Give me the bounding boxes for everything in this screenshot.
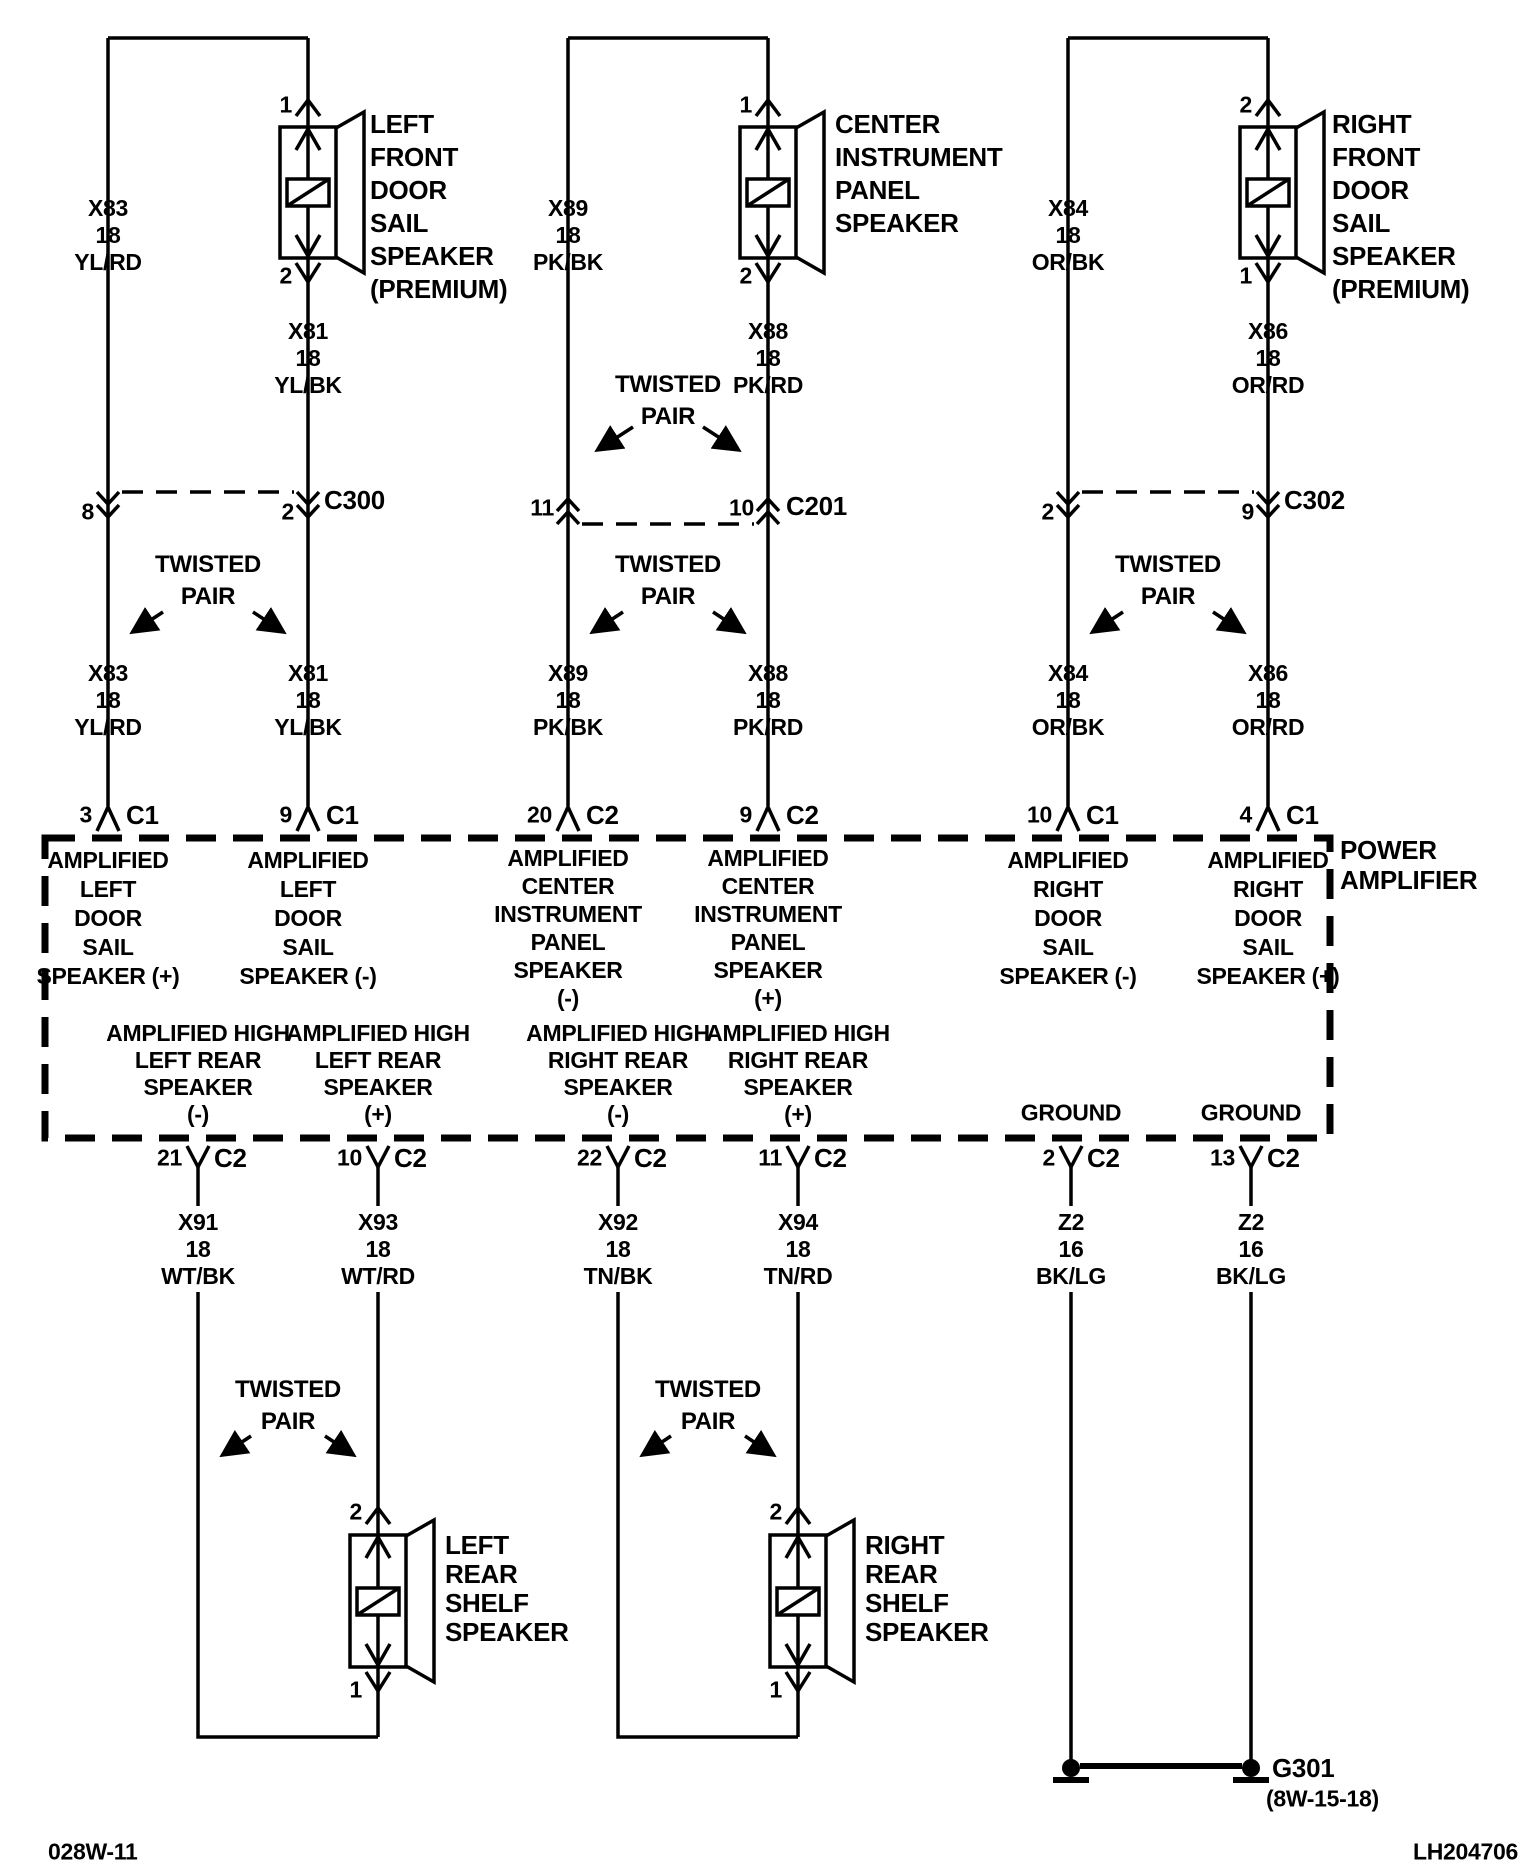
wire-color: PK/BK	[532, 249, 604, 275]
label-line: INSTRUMENT	[694, 901, 842, 927]
label-line: INSTRUMENT	[494, 901, 642, 927]
amp-cavity-label: C2	[214, 1143, 247, 1173]
wire-color: WT/BK	[161, 1263, 235, 1289]
wire-label-x91	[161, 1209, 235, 1290]
ground-reference: (8W-15-18)	[1266, 1785, 1379, 1812]
wire-label-x83-lower	[74, 660, 142, 741]
wire-label-x86-upper	[1232, 318, 1305, 399]
label-line: DOOR	[370, 175, 447, 205]
label-line: (+)	[364, 1101, 392, 1127]
label-line: PAIR	[1140, 583, 1196, 610]
wire-label-x88-upper	[733, 318, 803, 399]
label-line: TWISTED	[655, 1376, 761, 1403]
twisted-pair-label	[1115, 549, 1221, 613]
label-line: SAIL	[1242, 934, 1294, 960]
amp-function-label	[36, 846, 179, 991]
wire-label-x84-lower	[1032, 660, 1105, 741]
label-line: AMPLIFIED HIGH	[526, 1020, 710, 1046]
circuit-id: X84	[1047, 195, 1089, 221]
ground-dot	[1242, 1759, 1260, 1777]
amp-function-label	[526, 1020, 710, 1128]
label-line: SPEAKER (+)	[1196, 963, 1340, 989]
label-line: SPEAKER	[713, 957, 823, 983]
label-line: (+)	[754, 985, 782, 1011]
wire-label-x81-upper	[274, 318, 342, 399]
twisted-pair-label	[655, 1374, 761, 1438]
page-code: 028W-11	[48, 1838, 138, 1865]
wire-label-x89-upper	[533, 195, 603, 276]
amp-function-label	[706, 1020, 890, 1128]
amp-pin-number: 10	[1027, 801, 1052, 828]
ground-dot	[1062, 1759, 1080, 1777]
label-line: REAR	[865, 1559, 938, 1589]
label-line: AMPLIFIED	[247, 847, 369, 873]
label-line: (PREMIUM)	[370, 274, 508, 304]
label-line: (-)	[606, 1101, 630, 1127]
connector-pin-number: 8	[81, 498, 94, 525]
right-rear-shelf-speaker-label	[865, 1531, 989, 1647]
label-line: AMPLIFIED	[1007, 847, 1129, 873]
connector-id-c201: C201	[786, 491, 847, 521]
circuit-id: X89	[547, 195, 589, 221]
wire-color: OR/RD	[1231, 714, 1305, 740]
wire-gauge: 18	[605, 1236, 631, 1262]
label-line: (+)	[784, 1101, 812, 1127]
label-line: PANEL	[835, 175, 920, 205]
label-line: SAIL	[282, 934, 334, 960]
amp-pin-number: 9	[739, 801, 752, 828]
circuit-id: X94	[777, 1209, 819, 1235]
label-line: AMPLIFIER	[1340, 865, 1478, 895]
wire-color: BK/LG	[1215, 1263, 1287, 1289]
label-line: PAIR	[260, 1408, 316, 1435]
speaker-pin-number: 2	[1239, 91, 1252, 118]
right-front-door-sail-speaker-symbol	[1240, 100, 1324, 282]
speaker-cone	[796, 112, 824, 273]
wire-label-z2-left	[1036, 1209, 1106, 1290]
speaker-pin-number: 1	[769, 1676, 782, 1703]
wire-gauge: 18	[1255, 687, 1281, 713]
wire-gauge: 18	[365, 1236, 391, 1262]
label-line: AMPLIFIED	[507, 845, 629, 871]
label-line: SPEAKER	[513, 957, 623, 983]
wire-gauge: 18	[755, 687, 781, 713]
label-line: LEFT	[279, 876, 337, 902]
circuit-id: X89	[547, 660, 589, 686]
amp-pin-number: 21	[157, 1144, 182, 1171]
label-line: FRONT	[1332, 142, 1421, 172]
label-line: SPEAKER	[865, 1617, 989, 1647]
connector-id-c300: C300	[324, 485, 385, 515]
label-line: SPEAKER	[743, 1074, 853, 1100]
label-line: RIGHT	[1232, 876, 1304, 902]
connector-pin-number: 2	[1041, 498, 1054, 525]
amp-pin-number: 4	[1239, 801, 1252, 828]
wire-color: YL/RD	[74, 249, 142, 275]
twisted-pair-label	[235, 1374, 341, 1438]
wire-gauge: 18	[555, 222, 581, 248]
label-line: SHELF	[445, 1588, 529, 1618]
label-line: PAIR	[640, 583, 696, 610]
label-line: TWISTED	[155, 551, 261, 578]
amp-function-label	[239, 846, 376, 991]
label-line: AMPLIFIED HIGH	[106, 1020, 290, 1046]
right-front-door-sail-speaker-label	[1332, 108, 1469, 306]
circuit-id: Z2	[1057, 1209, 1085, 1235]
wire-label-z2-right	[1216, 1209, 1286, 1290]
speaker-pin-number: 2	[279, 262, 292, 289]
label-line: LEFT REAR	[134, 1047, 262, 1073]
label-line: TWISTED	[615, 551, 721, 578]
twisted-pair-label	[615, 369, 721, 433]
label-line: SPEAKER (-)	[999, 963, 1137, 989]
label-line: SPEAKER (+)	[36, 963, 180, 989]
label-line: RIGHT REAR	[727, 1047, 869, 1073]
amp-cavity-label: C2	[1267, 1143, 1300, 1173]
label-line: TWISTED	[1115, 551, 1221, 578]
wire-color: TN/BK	[583, 1263, 653, 1289]
label-line: PAIR	[180, 583, 236, 610]
twisted-pair-label	[615, 549, 721, 613]
wire-label-x84-upper	[1032, 195, 1105, 276]
connector-pin-number: 10	[729, 494, 754, 521]
amp-cavity-label: C1	[1286, 800, 1319, 830]
amp-pin-number: 20	[527, 801, 552, 828]
arrow	[745, 1436, 772, 1454]
circuit-id: X84	[1047, 660, 1089, 686]
label-line: SPEAKER	[835, 208, 959, 238]
amp-pin-number: 22	[577, 1144, 602, 1171]
wire-label-x94	[764, 1209, 833, 1290]
wire-color: PK/BK	[532, 714, 604, 740]
circuit-id: Z2	[1237, 1209, 1265, 1235]
amp-pin-number: 10	[337, 1144, 362, 1171]
label-line: LEFT	[79, 876, 137, 902]
speaker-pin-number: 1	[279, 91, 292, 118]
amp-cavity-label: C2	[786, 800, 819, 830]
amp-cavity-label: C1	[126, 800, 159, 830]
left-rear-shelf-speaker-label	[445, 1531, 569, 1647]
connector-id-c302: C302	[1284, 485, 1345, 515]
circuit-id: X83	[87, 660, 129, 686]
label-line: SPEAKER (-)	[239, 963, 377, 989]
circuit-id: X92	[597, 1209, 639, 1235]
label-line: RIGHT	[1332, 109, 1412, 139]
label-line: RIGHT REAR	[547, 1047, 689, 1073]
label-line: PANEL	[530, 929, 606, 955]
wire-color: OR/RD	[1231, 372, 1305, 398]
wire-color: BK/LG	[1035, 1263, 1107, 1289]
wire-label-x81-lower	[274, 660, 342, 741]
speaker-cone	[1296, 112, 1324, 273]
amp-pin-number: 2	[1042, 1144, 1055, 1171]
label-line: LEFT REAR	[314, 1047, 442, 1073]
speaker-cone	[336, 112, 364, 273]
label-line: SPEAKER	[323, 1074, 433, 1100]
label-line: PAIR	[640, 403, 696, 430]
arrow	[1213, 612, 1242, 631]
label-line: DOOR	[1332, 175, 1409, 205]
speaker-pin-number: 2	[349, 1498, 362, 1525]
speaker-cone	[406, 1520, 434, 1682]
amp-cavity-label: C2	[1087, 1143, 1120, 1173]
circuit-id: X86	[1247, 660, 1289, 686]
speaker-pin-number: 1	[1239, 262, 1252, 289]
speaker-pin-number: 1	[739, 91, 752, 118]
label-line: TWISTED	[235, 1376, 341, 1403]
label-line: CENTER	[835, 109, 941, 139]
wire-label-x89-lower	[533, 660, 603, 741]
wire-gauge: 18	[95, 687, 121, 713]
amp-function-label	[694, 844, 842, 1012]
circuit-id: X91	[177, 1209, 219, 1235]
amp-function-label	[999, 846, 1136, 991]
label-line: REAR	[445, 1559, 518, 1589]
amp-cavity-label: C2	[586, 800, 619, 830]
ground-id-g301: G301	[1272, 1753, 1335, 1783]
wire-color: YL/BK	[274, 714, 342, 740]
label-line: (-)	[556, 985, 580, 1011]
center-instrument-panel-speaker-label	[835, 108, 1002, 240]
wire-label-x92	[584, 1209, 653, 1290]
label-line: AMPLIFIED	[47, 847, 169, 873]
right-rear-shelf-speaker-symbol	[770, 1508, 854, 1691]
label-line: FRONT	[370, 142, 459, 172]
label-line: PANEL	[730, 929, 806, 955]
speaker-pin-number: 1	[349, 1676, 362, 1703]
label-line: SHELF	[865, 1588, 949, 1618]
label-line: LEFT	[370, 109, 434, 139]
wire-color: WT/RD	[341, 1263, 415, 1289]
amp-cavity-label: C1	[326, 800, 359, 830]
wire-color: OR/BK	[1031, 714, 1105, 740]
label-line: SPEAKER	[143, 1074, 253, 1100]
wire-gauge: 18	[785, 1236, 811, 1262]
label-line: DOOR	[74, 905, 142, 931]
wire-color: OR/BK	[1031, 249, 1105, 275]
wire-gauge: 18	[755, 345, 781, 371]
circuit-id: X88	[747, 318, 789, 344]
wire-gauge: 18	[1055, 222, 1081, 248]
arrow	[713, 612, 742, 631]
wire-gauge: 16	[1238, 1236, 1264, 1262]
circuit-id: X88	[747, 660, 789, 686]
label-line: PAIR	[680, 1408, 736, 1435]
arrow	[594, 612, 623, 631]
wire-gauge: 18	[295, 687, 321, 713]
label-line: LEFT	[445, 1530, 509, 1560]
left-front-door-sail-speaker-symbol	[280, 100, 364, 282]
label-line: SAIL	[1042, 934, 1094, 960]
connector-pin-number: 2	[281, 498, 294, 525]
label-line: CENTER	[721, 873, 815, 899]
wire-color: PK/RD	[732, 714, 804, 740]
amp-pin-number: 13	[1210, 1144, 1235, 1171]
label-line: TWISTED	[615, 371, 721, 398]
amp-ground-label: GROUND	[1200, 1099, 1302, 1126]
speaker-pin-number: 2	[739, 262, 752, 289]
drawing-number: LH204706	[1413, 1838, 1519, 1865]
label-line: AMPLIFIED	[1207, 847, 1329, 873]
arrow	[644, 1436, 671, 1454]
speaker-pin-number: 2	[769, 1498, 782, 1525]
amp-function-label	[286, 1020, 470, 1128]
wire-gauge: 18	[1055, 687, 1081, 713]
wire-gauge: 18	[295, 345, 321, 371]
label-line: POWER	[1340, 835, 1437, 865]
left-rear-shelf-speaker-symbol	[350, 1508, 434, 1691]
arrow	[1094, 612, 1123, 631]
left-front-door-sail-speaker-label	[370, 108, 507, 306]
connector-pin-number: 9	[1241, 498, 1254, 525]
power-amplifier-title	[1340, 835, 1477, 895]
amp-cavity-label: C2	[394, 1143, 427, 1173]
wire-gauge: 18	[185, 1236, 211, 1262]
label-line: SPEAKER	[445, 1617, 569, 1647]
center-instrument-panel-speaker-symbol	[740, 100, 824, 282]
twisted-pair-label	[155, 549, 261, 613]
amp-pin-number: 9	[279, 801, 292, 828]
ground-g301-symbol	[1053, 1759, 1269, 1780]
label-line: AMPLIFIED HIGH	[706, 1020, 890, 1046]
label-line: SAIL	[82, 934, 134, 960]
circuit-id: X86	[1247, 318, 1289, 344]
arrow	[134, 612, 163, 631]
amp-function-label	[1196, 846, 1339, 991]
wire-label-x83-upper	[74, 195, 142, 276]
amp-ground-label: GROUND	[1020, 1099, 1122, 1126]
inline-connectors	[97, 492, 1279, 524]
amp-function-label	[106, 1020, 290, 1128]
wire-gauge: 18	[555, 687, 581, 713]
wire-label-x86-lower	[1232, 660, 1305, 741]
label-line: DOOR	[274, 905, 342, 931]
wire-gauge: 16	[1058, 1236, 1084, 1262]
label-line: CENTER	[521, 873, 615, 899]
amp-pin-number: 11	[758, 1144, 782, 1171]
wire-color: TN/RD	[763, 1263, 833, 1289]
label-line: SAIL	[1332, 208, 1391, 238]
wire-gauge: 18	[95, 222, 121, 248]
amp-cavity-label: C2	[634, 1143, 667, 1173]
wire-label-x93	[341, 1209, 415, 1290]
label-line: DOOR	[1234, 905, 1302, 931]
label-line: AMPLIFIED HIGH	[286, 1020, 470, 1046]
label-line: SPEAKER	[1332, 241, 1456, 271]
amp-cavity-label: C1	[1086, 800, 1119, 830]
amp-pin-number: 3	[79, 801, 92, 828]
circuit-id: X81	[287, 660, 329, 686]
circuit-id: X81	[287, 318, 329, 344]
label-line: (PREMIUM)	[1332, 274, 1470, 304]
label-line: INSTRUMENT	[835, 142, 1003, 172]
wire-color: YL/RD	[74, 714, 142, 740]
wire-gauge: 18	[1255, 345, 1281, 371]
label-line: SPEAKER	[563, 1074, 673, 1100]
label-line: SPEAKER	[370, 241, 494, 271]
arrow	[224, 1436, 251, 1454]
wire-label-x88-lower	[733, 660, 803, 741]
connector-pin-number: 11	[530, 494, 554, 521]
circuit-id: X93	[357, 1209, 399, 1235]
arrow	[325, 1436, 352, 1454]
wire-color: YL/BK	[274, 372, 342, 398]
label-line: (-)	[186, 1101, 210, 1127]
speaker-cone	[826, 1520, 854, 1682]
label-line: DOOR	[1034, 905, 1102, 931]
label-line: RIGHT	[865, 1530, 945, 1560]
amp-function-label	[494, 844, 642, 1012]
label-line: RIGHT	[1032, 876, 1104, 902]
wire-color: PK/RD	[732, 372, 804, 398]
label-line: SAIL	[370, 208, 429, 238]
arrow	[253, 612, 282, 631]
amp-cavity-label: C2	[814, 1143, 847, 1173]
label-line: AMPLIFIED	[707, 845, 829, 871]
circuit-id: X83	[87, 195, 129, 221]
